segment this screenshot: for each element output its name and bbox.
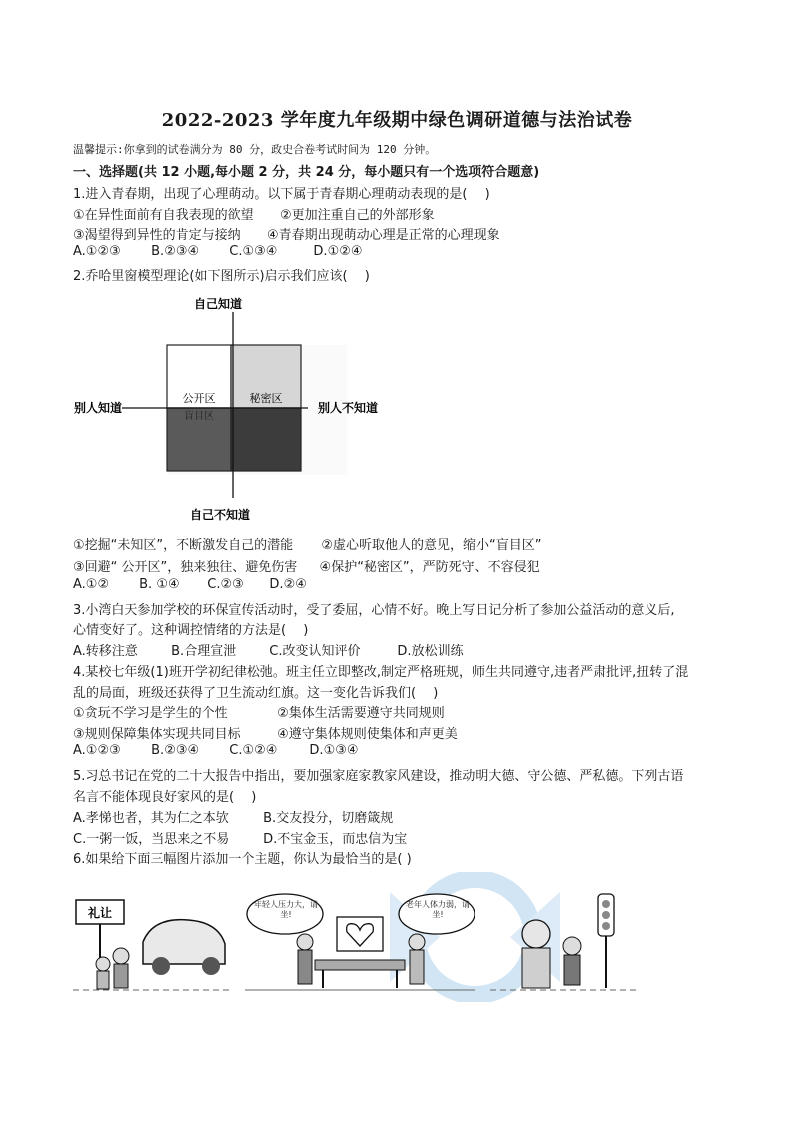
q1-s3: ③渴望得到异性的肯定与接纳 <box>73 228 241 243</box>
q5-opt-a: A.孝悌也者，其为仁之本欤 <box>73 811 229 826</box>
q5-stem-line1: 5.习总书记在党的二十大报告中指出，要加强家庭家教家风建设，推动明大德、守公德、严私德。下列古语 <box>73 769 684 784</box>
q4-s3: ③规则保障集体实现共同目标 <box>73 727 241 742</box>
q3-opt-d: D.放松训练 <box>397 644 464 659</box>
label-others-not-know: 别人不知道 <box>318 401 379 415</box>
q5-row1 <box>73 807 393 826</box>
q1-opt-a: A.①②③ <box>73 244 121 259</box>
q3-opt-b: B.合理宣泄 <box>171 644 237 659</box>
q3-stem-line2: 心情变好了。这种调控情绪的方法是( ) <box>73 623 309 638</box>
q2-row2 <box>73 556 540 575</box>
q2-row1 <box>73 534 542 553</box>
elderly-person <box>522 920 550 948</box>
child-figure <box>563 937 581 955</box>
quadrant-unknown <box>231 408 301 471</box>
q3-stem-line1: 3.小湾白天参加学校的环保宣传活动时，受了委屈，心情不好。晚上写日记分析了参加公益活动的意义后, <box>73 603 675 618</box>
speech-right-text: 老年人体力弱，请坐! <box>406 900 470 919</box>
q1-row1 <box>73 204 435 223</box>
q1-opt-b: B.②③④ <box>151 244 200 259</box>
q2-s4: ④保护“秘密区”，严防死守、不容侵犯 <box>319 560 540 575</box>
q4-stem-line1: 4.某校七年级(1)班开学初纪律松弛。班主任立即整改,制定严格班规，师生共同遵守,违者严肃批评,扭转了混 <box>73 665 689 680</box>
label-self-know: 自己知道 <box>193 297 243 311</box>
q5-opt-c: C.一粥一饭，当思来之不易 <box>73 832 230 847</box>
q3-opt-a: A.转移注意 <box>73 644 138 659</box>
cartoon-helping-elderly <box>490 872 640 1000</box>
q1-s2: ②更加注重自己的外部形象 <box>279 208 435 223</box>
q1-opt-c: C.①③④ <box>229 244 278 259</box>
q1-opt-d: D.①②④ <box>313 244 363 259</box>
q3-opt-c: C.改变认知评价 <box>269 644 361 659</box>
speech-left-text: 年轻人压力大，请坐! <box>254 900 318 919</box>
exam-title: 2022-2023 学年度九年级期中绿色调研道德与法治试卷 <box>161 110 633 131</box>
q5-opt-b: B.交友投分，切磨箴规 <box>263 811 394 826</box>
q2-s1: ①挖掘“未知区”，不断激发自己的潜能 <box>73 538 294 553</box>
q1-stem: 1.进入青春期，出现了心理萌动。以下属于青春期心理萌动表现的是( ) <box>73 187 490 202</box>
q5-opt-d: D.不宝金玉，而忠信为宝 <box>263 832 408 847</box>
cartoon-offering-seats <box>245 872 475 1000</box>
q1-s4: ④青春期出现萌动心理是正常的心理现象 <box>266 228 500 243</box>
label-hidden-area: 秘密区 <box>249 392 283 405</box>
label-others-know: 别人知道 <box>74 401 123 415</box>
johari-window-diagram <box>72 290 392 530</box>
q4-opt-a: A.①②③ <box>73 743 121 758</box>
q2-opt-d: D.②④ <box>269 577 307 592</box>
section-heading: 一、选择题(共 12 小题,每小题 2 分，共 24 分，每小题只有一个选项符合题意) <box>73 165 540 180</box>
q5-stem-line2: 名言不能体现良好家风的是( ) <box>73 790 257 805</box>
q4-row1 <box>73 702 445 721</box>
q6-stem: 6.如果给下面三幅图片添加一个主题，你认为最恰当的是( ) <box>73 852 412 867</box>
q2-opt-a: A.①② <box>73 577 110 592</box>
bench-icon <box>315 960 405 970</box>
q1-row2 <box>73 224 500 243</box>
label-self-not-know: 自己不知道 <box>189 508 251 522</box>
q4-s4: ④遵守集体规则使集体和声更美 <box>277 727 458 742</box>
q2-opt-c: C.②③ <box>207 577 244 592</box>
courtesy-sign-text: 礼让 <box>87 906 113 920</box>
q2-opt-b: B. ①④ <box>139 577 180 592</box>
q4-options <box>73 743 359 758</box>
q4-opt-c: C.①②④ <box>229 743 278 758</box>
cartoon-courtesy-crossing <box>73 872 233 1000</box>
q4-s2: ②集体生活需要遵守共同规则 <box>277 706 445 721</box>
q4-s1: ①贪玩不学习是学生的个性 <box>73 706 228 721</box>
q2-s3: ③回避“ 公开区”，独来独往、避免伤害 <box>73 560 298 575</box>
exam-note: 温馨提示:你拿到的试卷满分为 80 分，政史合卷考试时间为 120 分钟。 <box>73 143 437 156</box>
q2-stem: 2.乔哈里窗模型理论(如下图所示)启示我们应该( ) <box>73 269 370 284</box>
q1-s1: ①在异性面前有自我表现的欲望 <box>73 208 254 223</box>
label-open-area: 公开区 <box>182 392 216 405</box>
q3-options <box>73 640 464 659</box>
label-blind-area: 盲目区 <box>184 411 214 422</box>
q2-options <box>73 577 307 592</box>
q5-row2 <box>73 828 407 847</box>
q2-s2: ②虚心听取他人的意见，缩小“盲目区” <box>321 538 542 553</box>
q4-opt-b: B.②③④ <box>151 743 200 758</box>
q1-options <box>73 244 363 259</box>
q4-opt-d: D.①③④ <box>309 743 359 758</box>
q4-row2 <box>73 723 458 742</box>
q4-stem-line2: 乱的局面，班级还获得了卫生流动红旗。这一变化告诉我们( ) <box>73 686 439 701</box>
